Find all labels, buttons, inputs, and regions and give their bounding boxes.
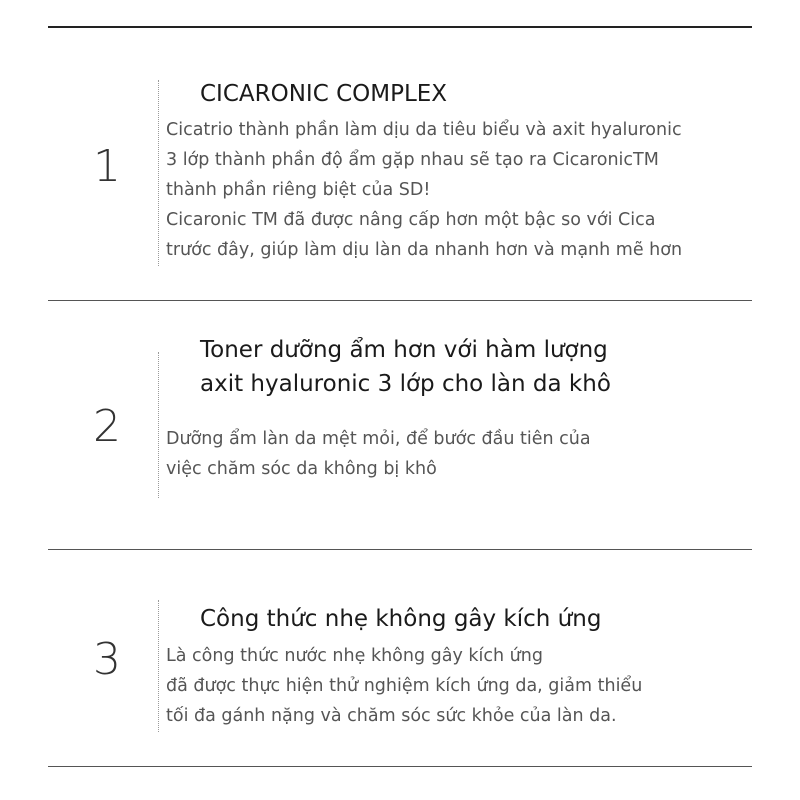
section-title bbox=[200, 333, 611, 401]
section-number: 2 bbox=[93, 401, 121, 452]
section-body-line: Là công thức nước nhẹ không gây kích ứng bbox=[166, 646, 543, 666]
section-body-line: Cicaronic TM đã được nâng cấp hơn một bậc so với Cica bbox=[166, 210, 656, 230]
bottom-divider bbox=[48, 766, 752, 767]
section-body bbox=[166, 115, 682, 265]
section-body-line: tối đa gánh nặng và chăm sóc sức khỏe của làn da. bbox=[166, 706, 617, 726]
section-body-line: Cicatrio thành phần làm dịu da tiêu biểu và axit hyaluronic bbox=[166, 120, 682, 140]
section-title-line: Toner dưỡng ẩm hơn với hàm lượng bbox=[200, 337, 608, 363]
section-body-line: thành phần riêng biệt của SD! bbox=[166, 180, 431, 200]
section-body-line: 3 lớp thành phần độ ẩm gặp nhau sẽ tạo ra CicaronicTM bbox=[166, 150, 659, 170]
section-number: 1 bbox=[93, 141, 121, 192]
section-title-line: axit hyaluronic 3 lớp cho làn da khô bbox=[200, 371, 611, 397]
section-divider-2 bbox=[48, 549, 752, 550]
section-body-line: trước đây, giúp làm dịu làn da nhanh hơn và mạnh mẽ hơn bbox=[166, 240, 683, 260]
section-number: 3 bbox=[93, 634, 121, 685]
section-divider-1 bbox=[48, 300, 752, 301]
section-dotted-line bbox=[158, 352, 159, 498]
section-title-line: CICARONIC COMPLEX bbox=[200, 81, 448, 107]
section-body-line: đã được thực hiện thử nghiệm kích ứng da, giảm thiểu bbox=[166, 676, 643, 696]
top-divider bbox=[48, 26, 752, 28]
section-body bbox=[166, 641, 642, 731]
section-title bbox=[200, 77, 447, 111]
section-body-line: Dưỡng ẩm làn da mệt mỏi, để bước đầu tiên của bbox=[166, 429, 591, 449]
section-dotted-line bbox=[158, 80, 159, 266]
section-dotted-line bbox=[158, 600, 159, 732]
section-title bbox=[200, 602, 601, 636]
section-body-line: việc chăm sóc da không bị khô bbox=[166, 459, 437, 479]
section-body bbox=[166, 424, 591, 484]
section-title-line: Công thức nhẹ không gây kích ứng bbox=[200, 606, 602, 632]
